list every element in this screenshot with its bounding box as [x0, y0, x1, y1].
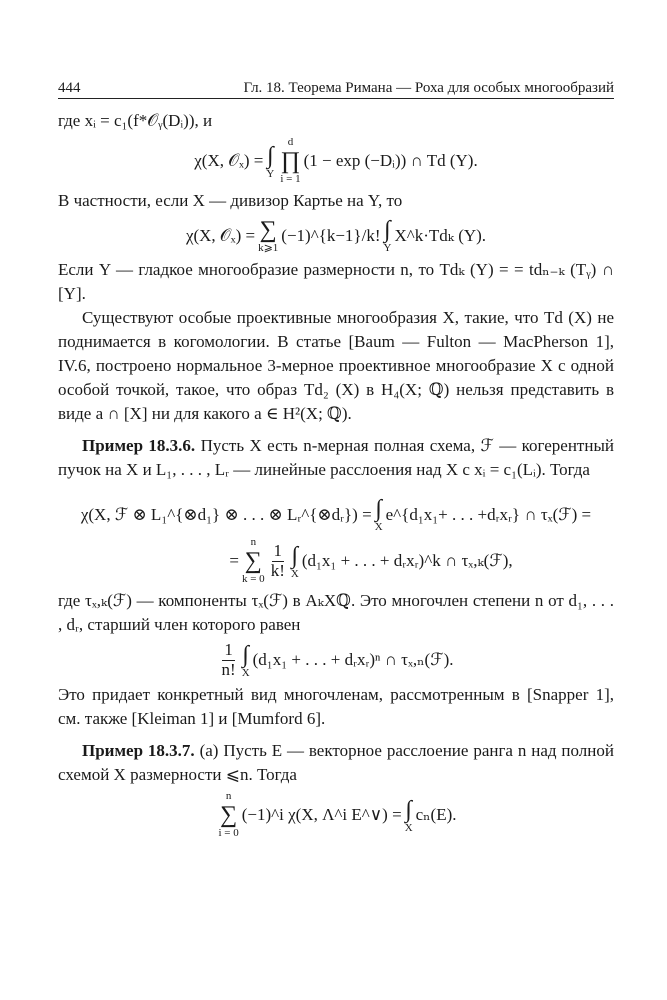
formula-leading-term [58, 641, 614, 679]
example-text: Пусть X есть n-мерная полная схема, ℱ — когерентный пучок на X и L₁, . . . , Lᵣ — линейные расслоения над X с xᵢ = c₁(Lᵢ). Тогда [58, 436, 614, 479]
formula-rhs: (d₁x₁ + . . . + dᵣxᵣ)ⁿ ∩ τₓ,ₙ(ℱ). [252, 650, 454, 670]
product-upper: d [287, 136, 294, 148]
formula-rhs: e^{d₁x₁+ . . . +dᵣxᵣ} ∩ τₓ(ℱ) = [385, 504, 592, 524]
integral-sign: ∫ X [241, 641, 250, 679]
formula-rhs: (1 − exp (−Dᵢ)) ∩ Td (Y). [303, 151, 478, 170]
paragraph: Это придает конкретный вид многочленам, рассмотренным в [Snapper 1], см. также [Kleiman 1] и [Mumford 6]. [58, 685, 614, 729]
formula-mid: (−1)^i χ(X, Λ^i E^∨) = [241, 805, 402, 825]
sum-upper: n [225, 790, 232, 803]
example-label: Пример 18.3.7. [82, 741, 195, 761]
example-text: (a) Пусть E — векторное расслоение ранга n над полной схемой X размерности ⩽n. Тогда [58, 741, 614, 785]
page-number: 444 [58, 80, 81, 96]
running-header [58, 74, 614, 99]
integral-limit: X [241, 666, 250, 679]
formula-chi-divisor [58, 217, 614, 254]
sum-sign: n ∑ k = 0 [241, 536, 265, 585]
integral-limit: X [290, 567, 299, 580]
formula-rhs: cₙ(E). [415, 805, 457, 825]
sum-sign: n ∑ i = 0 [218, 790, 239, 840]
formula-lhs: χ(X, 𝒪ₓ) = [194, 151, 264, 170]
integral-limit: Y [266, 167, 275, 180]
example-18-3-6 [58, 434, 614, 482]
formula-rhs: X^k·Tdₖ (Y). [394, 225, 487, 245]
text-line: где xᵢ = c₁(f*𝒪ᵧ(Dᵢ)), и [58, 111, 213, 130]
text-line: В частности, если X — дивизор Картье на Y, то [58, 191, 403, 210]
sum-lower: i = 0 [218, 827, 239, 840]
formula-rhs: (d₁x₁ + . . . + dᵣxᵣ)^k ∩ τₓ,ₖ(ℱ), [301, 551, 513, 570]
product-sign: d ∏ i = 1 [280, 136, 301, 185]
formula-alternating-sum [58, 791, 614, 839]
formula-expansion [128, 537, 614, 585]
integral-sign: ∫ X [374, 496, 383, 533]
fraction-numerator: 1 [224, 640, 233, 659]
example-18-3-7 [58, 739, 614, 787]
integral-sign: ∫ Y [266, 142, 275, 180]
formula-lhs: χ(X, 𝒪ₓ) = [185, 225, 256, 245]
fraction-denominator: n! [221, 659, 236, 679]
sum-upper: n [250, 536, 257, 548]
integral-sign: ∫ X [290, 542, 299, 580]
integral-limit: Y [383, 242, 392, 254]
formula-mid: (−1)^{k−1}/k! [281, 225, 381, 245]
product-lower: i = 1 [280, 173, 301, 185]
equals-sign: = [229, 551, 239, 570]
fraction [271, 542, 285, 580]
fraction-denominator: k! [270, 560, 285, 580]
book-page [58, 74, 614, 843]
integral-sign: ∫ Y [383, 217, 392, 254]
sum-lower: k⩾1 [258, 242, 279, 254]
sum-sign: ∑ k⩾1 [258, 217, 279, 254]
example-label: Пример 18.3.6. [82, 436, 196, 455]
formula-euler-characteristic [58, 496, 614, 533]
integral-sign: ∫ X [404, 796, 413, 834]
running-title: Гл. 18. Теорема Римана — Роха для особых многообразий [243, 80, 614, 96]
fraction [222, 641, 236, 679]
fraction-numerator: 1 [273, 540, 283, 560]
paragraph: Существуют особые проективные многообразия X, такие, что Td (X) не поднимается в когомологии. В статье [Baum — Fulton — MacPherson 1], IV.6, построено нормальное 3-мерное проективное многообразие X с одной особой точкой, такое, что образ Td₂ (X) в H₄(X; ℚ) нельзя представить в виде a ∩ [X] ни для какого a ∈ H²(X; ℚ). [58, 308, 614, 423]
text-line: Если Y — гладкое многообразие размерности n, то Tdₖ (Y) = = tdₙ₋ₖ (Tᵧ) ∩ [Y]. [58, 260, 614, 303]
integral-limit: X [404, 821, 413, 834]
integral-limit: X [374, 521, 383, 533]
text-line: где τₓ,ₖ(ℱ) — компоненты τₓ(ℱ) в AₖXℚ. Это многочлен степени n от d₁, . . . , dᵣ, старший член которого равен [58, 591, 614, 634]
sum-lower: k = 0 [241, 573, 265, 585]
formula-chi-product [58, 137, 614, 185]
formula-lhs: χ(X, ℱ ⊗ L₁^{⊗d₁} ⊗ . . . ⊗ Lᵣ^{⊗dᵣ}) = [80, 504, 372, 524]
